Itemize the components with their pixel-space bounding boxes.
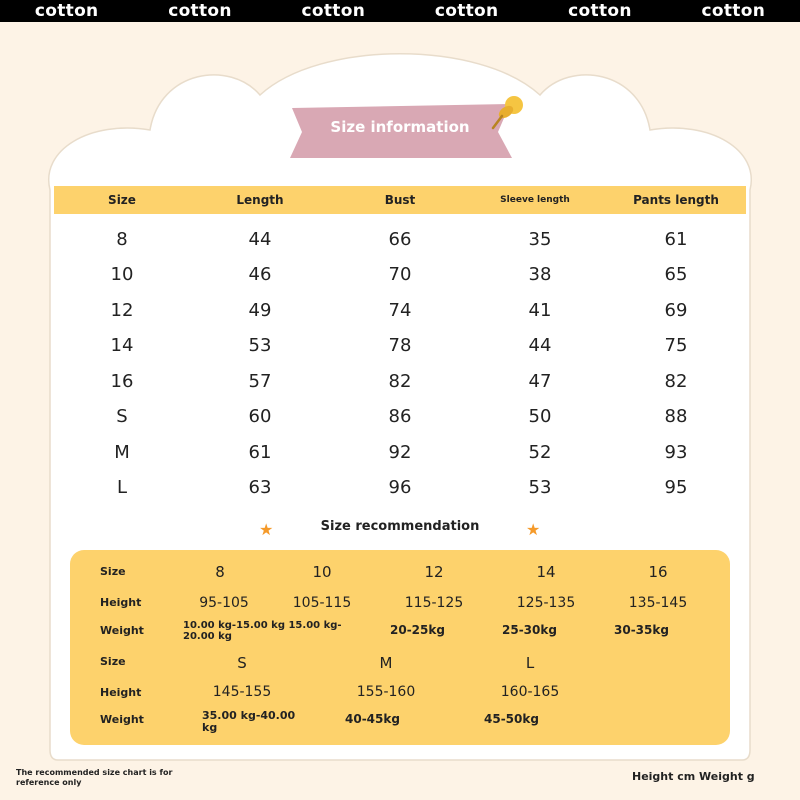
cell-sleeve: 52 xyxy=(528,441,552,463)
table-row xyxy=(54,400,746,432)
cell-sleeve: 44 xyxy=(528,334,552,356)
table-row xyxy=(54,223,746,255)
rec-size: 14 xyxy=(536,563,556,581)
table-row xyxy=(54,258,746,290)
cell-length: 53 xyxy=(248,334,272,356)
star-icon: ★ xyxy=(526,520,541,539)
header-size: Size xyxy=(108,193,136,207)
label-height: Height xyxy=(100,686,142,699)
reference-note: The recommended size chart is for reference only xyxy=(16,768,173,787)
rec-size: 16 xyxy=(648,563,668,581)
cell-pants: 65 xyxy=(664,263,688,285)
cell-size: 10 xyxy=(110,263,134,285)
cell-pants: 88 xyxy=(664,405,688,427)
header-bust: Bust xyxy=(384,193,416,207)
size-table-header xyxy=(54,186,746,214)
cell-sleeve: 47 xyxy=(528,370,552,392)
label-size: Size xyxy=(100,565,126,578)
cell-sleeve: 53 xyxy=(528,476,552,498)
cell-sleeve: 38 xyxy=(528,263,552,285)
banner-word: cotton xyxy=(568,1,632,21)
rec-size: S xyxy=(237,654,247,672)
recommendation-title: Size recommendation xyxy=(320,519,480,534)
cell-pants: 75 xyxy=(664,334,688,356)
rec-weight: 45-50kg xyxy=(484,712,539,726)
cell-size: 14 xyxy=(110,334,134,356)
pushpin-icon xyxy=(490,92,530,132)
label-height: Height xyxy=(100,596,142,609)
label-size: Size xyxy=(100,655,126,668)
cell-size: 8 xyxy=(116,228,128,250)
rec-weight: 30-35kg xyxy=(614,623,669,637)
rec-weight: 20-25kg xyxy=(390,623,445,637)
cell-size: 12 xyxy=(110,299,134,321)
rec-height: 95-105 xyxy=(199,595,249,611)
recommendation-panel xyxy=(70,550,730,745)
rec-size: 10 xyxy=(312,563,332,581)
rec-weight: 10.00 kg-15.00 kg 15.00 kg-20.00 kg xyxy=(183,620,342,642)
cell-size: M xyxy=(114,441,130,463)
banner-word: cotton xyxy=(168,1,232,21)
page-title: Size information xyxy=(330,118,470,136)
cell-sleeve: 41 xyxy=(528,299,552,321)
cell-length: 61 xyxy=(248,441,272,463)
cell-length: 57 xyxy=(248,370,272,392)
cell-pants: 69 xyxy=(664,299,688,321)
label-weight: Weight xyxy=(100,624,144,637)
cell-size: 16 xyxy=(110,370,134,392)
rec-weight: 40-45kg xyxy=(345,712,400,726)
cell-length: 46 xyxy=(248,263,272,285)
rec-size: L xyxy=(525,654,535,672)
rec-height: 135-145 xyxy=(628,595,688,611)
rec-height: 105-115 xyxy=(292,595,352,611)
header-sleeve-length: Sleeve length xyxy=(500,195,570,205)
rec-size: 8 xyxy=(215,563,225,581)
table-row xyxy=(54,365,746,397)
cell-length: 44 xyxy=(248,228,272,250)
cell-sleeve: 35 xyxy=(528,228,552,250)
rec-height: 125-135 xyxy=(516,595,576,611)
cell-bust: 82 xyxy=(388,370,412,392)
rec-weight: 35.00 kg-40.00 kg xyxy=(202,709,296,734)
rec-height: 160-165 xyxy=(500,684,560,700)
banner-word: cotton xyxy=(301,1,366,21)
units-note: Height cm Weight g xyxy=(632,770,755,783)
banner-word: cotton xyxy=(34,1,99,21)
cell-pants: 82 xyxy=(664,370,688,392)
cell-bust: 74 xyxy=(388,299,412,321)
cell-pants: 93 xyxy=(664,441,688,463)
cell-pants: 61 xyxy=(664,228,688,250)
cell-length: 63 xyxy=(248,476,272,498)
banner-word: cotton xyxy=(434,1,499,21)
cell-sleeve: 50 xyxy=(528,405,552,427)
cell-bust: 78 xyxy=(388,334,412,356)
cell-bust: 70 xyxy=(388,263,412,285)
cell-bust: 66 xyxy=(388,228,412,250)
table-row xyxy=(54,436,746,468)
star-icon: ★ xyxy=(259,520,274,539)
rec-weight: 25-30kg xyxy=(502,623,557,637)
cell-length: 60 xyxy=(248,405,272,427)
cell-size: L xyxy=(116,476,128,498)
table-row xyxy=(54,294,746,326)
rec-size: M xyxy=(379,654,393,672)
cell-bust: 86 xyxy=(388,405,412,427)
table-row xyxy=(54,471,746,503)
rec-size: 12 xyxy=(424,563,444,581)
table-row xyxy=(54,329,746,361)
cell-pants: 95 xyxy=(664,476,688,498)
header-pants-length: Pants length xyxy=(633,193,719,207)
cell-length: 49 xyxy=(248,299,272,321)
header-length: Length xyxy=(236,193,284,207)
rec-height: 115-125 xyxy=(404,595,464,611)
cell-bust: 92 xyxy=(388,441,412,463)
cell-size: S xyxy=(116,405,128,427)
cell-bust: 96 xyxy=(388,476,412,498)
label-weight: Weight xyxy=(100,713,144,726)
rec-height: 145-155 xyxy=(212,684,272,700)
banner-word: cotton xyxy=(701,1,766,21)
rec-height: 155-160 xyxy=(356,684,416,700)
